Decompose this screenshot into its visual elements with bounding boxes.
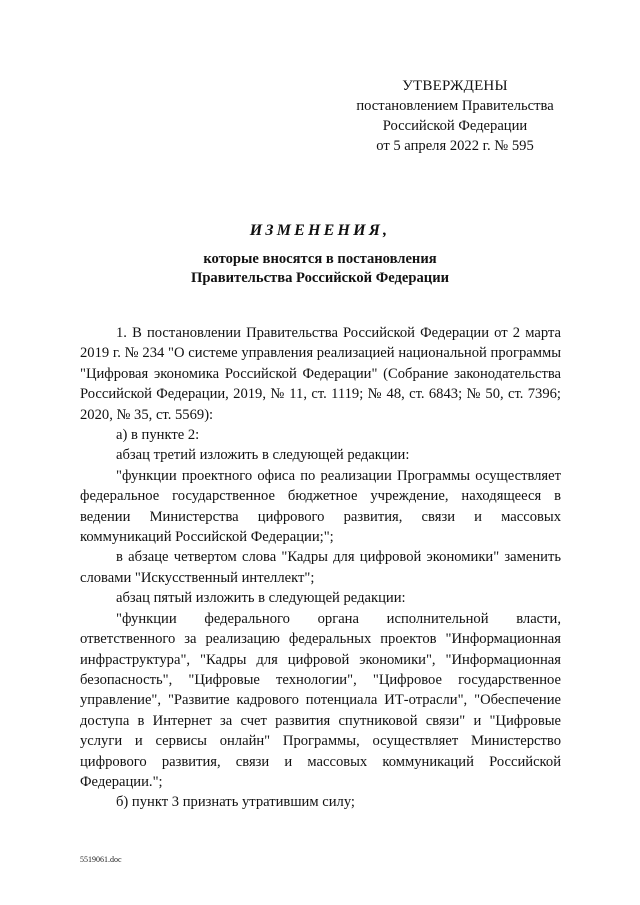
subtitle-line-2: Правительства Российской Федерации [190,270,450,286]
subtitle-line-1: которые вносятся в постановления [203,251,437,267]
paragraph-3: абзац третий изложить в следующей редакции: [116,447,410,464]
paragraph-1: 1. В постановлении Правительства Российской Федерации от 2 марта 2019 г. № 234 "О системе управления реализацией национальной программы "Цифровая экономика Российской Федерации" (Собрание законодательства Российской Федерации, 2019, № 11, ст. 1119; № 48, ст. 6843; № 50, ст. 7396; 2020, № 35, ст. 5569): [80,325,561,423]
paragraph-2: а) в пункте 2: [116,427,200,444]
paragraph-7: "функции федерального органа исполнительной власти, ответственного за реализацию федеральных проектов "Информационная инфраструктура", "Кадры для цифровой экономики", "Информационная безопасность", "Цифровые технологии", "Цифровое государственное управление", "Развитие кадрового потенциала ИТ-отрасли", "Обеспечение доступа в Интернет за счет развития спутниковой связи" и "Цифровые услуги и сервисы онлайн" Программы, осуществляет Министерство цифрового развития, связи и массовых коммуникаций Российской Федерации."; [80,610,561,790]
approval-block [330,76,580,156]
paragraph-6: абзац пятый изложить в следующей редакции: [116,590,406,607]
paragraph-8: б) пункт 3 признать утратившим силу; [116,794,355,811]
approval-line-2: Российской Федерации [382,118,528,134]
paragraph-4: "функции проектного офиса по реализации Программы осуществляет федеральное государственное бюджетное учреждение, находящееся в ведении Министерства цифрового развития, связи и массовых коммуникаций Российской Федерации;"; [80,467,561,546]
file-reference: 5519061.doc [80,855,122,864]
document-body [80,323,561,813]
document-subtitle [80,250,560,288]
approval-line-3: от 5 апреля 2022 г. № 595 [376,138,534,154]
document-title: ИЗМЕНЕНИЯ, [249,222,391,239]
approval-line-1: постановлением Правительства [356,98,554,114]
paragraph-5: в абзаце четвертом слова "Кадры для цифровой экономики" заменить словами "Искусственный интеллект"; [80,549,561,586]
approval-title: УТВЕРЖДЕНЫ [402,78,508,94]
